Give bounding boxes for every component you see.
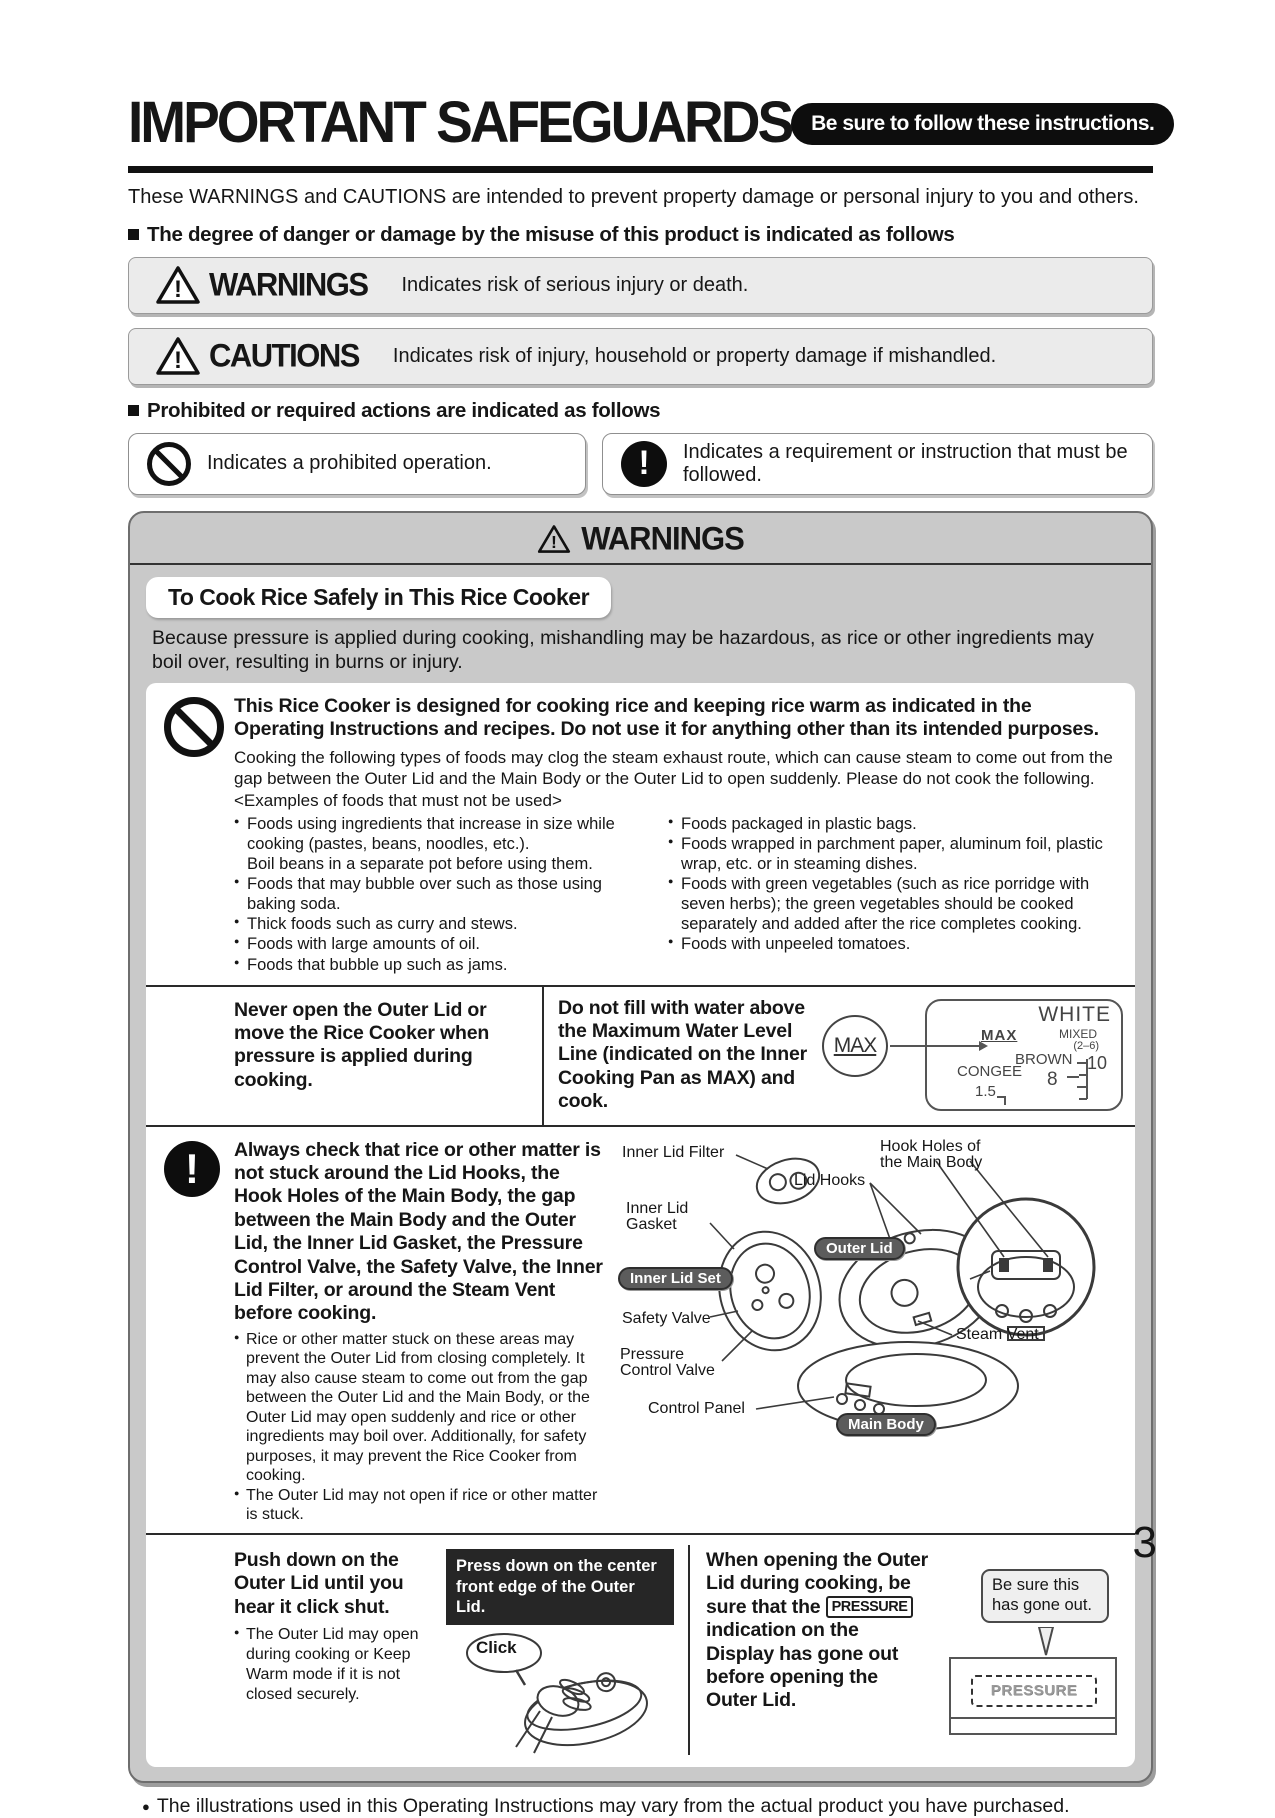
- warning-triangle-icon: [155, 265, 201, 305]
- label-main-body: Main Body: [836, 1413, 936, 1436]
- list-item: ● The Outer Lid may not open if rice or other matter is stuck.: [234, 1486, 612, 1525]
- gone-out-callout: Be sure this has gone out.: [981, 1569, 1109, 1623]
- never-open-text: Never open the Outer Lid or move the Rice Cooker when pressure is applied during cooking.: [234, 998, 490, 1091]
- cautions-word: CAUTIONS: [209, 337, 359, 374]
- click-label: Click: [476, 1637, 517, 1657]
- list-item: ● Foods packaged in plastic bags.: [668, 814, 1115, 834]
- never-open-cell: [146, 987, 542, 1125]
- page-number: 3: [1132, 1518, 1157, 1567]
- warnings-panel-header: [130, 513, 1151, 565]
- action-legend-row: [128, 433, 1153, 495]
- inner-pan-markings: [925, 999, 1123, 1111]
- always-check-text: [234, 1139, 612, 1525]
- warnings-desc: Indicates risk of serious injury or death.: [401, 273, 749, 296]
- required-desc: Indicates a requirement or instruction that must be followed.: [683, 440, 1128, 486]
- pan-level-10: 10: [1086, 1052, 1107, 1073]
- svg-text:!: !: [551, 531, 558, 552]
- pan-level-8: 8: [1047, 1068, 1058, 1090]
- label-inner-lid-set: Inner Lid Set: [618, 1267, 733, 1290]
- always-check-section: [146, 1125, 1135, 1533]
- label-steam-vent: Steam Vent: [956, 1325, 1039, 1343]
- do-not-fill-cell: [542, 987, 1135, 1125]
- warnings-panel: [128, 511, 1153, 1783]
- label-hook-holes: Hook Holes of the Main Body: [880, 1137, 983, 1172]
- list-item: ● The Outer Lid may open during cooking or Keep Warm mode if it is not closed securely.: [234, 1625, 440, 1704]
- pan-max-label: MAX: [981, 1026, 1018, 1044]
- designed-for-section: [146, 683, 1135, 985]
- press-center-tip: Press down on the center front edge of the Outer Lid.: [446, 1549, 674, 1625]
- footer-note: ● The illustrations used in this Operating Instructions may vary from the actual product you have purchased.: [142, 1794, 1070, 1817]
- max-bubble: MAX: [822, 1015, 888, 1077]
- pan-brown-label: BROWN: [1015, 1050, 1073, 1068]
- list-item: ● Foods that may bubble over such as those using baking soda.: [234, 874, 654, 914]
- label-outer-lid: Outer Lid: [814, 1237, 905, 1260]
- prohibited-icon: [147, 442, 191, 486]
- warning-triangle-icon: [537, 524, 571, 554]
- pan-congee-label: CONGEE: [957, 1062, 1023, 1080]
- bullet-dot-icon: ●: [142, 1798, 150, 1814]
- push-down-heading: Push down on the Outer Lid until you hear it click shut.: [234, 1548, 404, 1618]
- svg-text:!: !: [174, 347, 182, 375]
- label-pressure-control-valve: Pressure Control Valve: [620, 1345, 715, 1380]
- requirement-icon: !: [164, 1141, 220, 1197]
- degree-heading: The degree of danger or damage by the misuse of this product is indicated as follows: [128, 223, 1153, 247]
- list-item: ● Thick foods such as curry and stews.: [234, 914, 654, 934]
- label-inner-lid-gasket: Inner Lid Gasket: [626, 1199, 689, 1234]
- cook-rice-safely-title: To Cook Rice Safely in This Rice Cooker: [146, 577, 611, 618]
- square-bullet-icon: [128, 229, 139, 240]
- pan-mixed-range: (2–6): [1073, 1039, 1099, 1052]
- list-item: ● Foods that bubble up such as jams.: [234, 955, 654, 975]
- designed-heading: This Rice Cooker is designed for cooking rice and keeping rice warm as indicated in the Operating Instructions and recipes. Do not use it for anything other than its intended purposes.: [234, 694, 1099, 741]
- display-graphic: [949, 1657, 1117, 1735]
- forbidden-foods-columns: [234, 814, 1115, 975]
- designed-body: Cooking the following types of foods may clog the steam exhaust route, which can cause steam to come out from the gap between the Outer Lid and the Main Body or the Outer Lid to open suddenly. Please do not cook the following.: [234, 747, 1113, 788]
- label-control-panel: Control Panel: [648, 1399, 745, 1417]
- pan-level-15: 1.5: [975, 1082, 996, 1100]
- required-legend-box: [602, 433, 1153, 495]
- warnings-word: WARNINGS: [209, 266, 368, 303]
- list-item: ● Foods with green vegetables (such as rice porridge with seven herbs); the green vegetables should be cooked separately and added after the rice completes cooking.: [668, 874, 1115, 934]
- label-lid-hooks: Lid Hooks: [794, 1171, 866, 1189]
- list-item: ● Foods with unpeeled tomatoes.: [668, 934, 1115, 954]
- list-item: ● Foods wrapped in parchment paper, aluminum foil, plastic wrap, etc. or in steaming dishes.: [668, 834, 1115, 874]
- rice-cooker-diagram: [618, 1139, 1123, 1439]
- square-bullet-icon: [128, 405, 139, 416]
- pan-white-label: WHITE: [1038, 1002, 1111, 1026]
- title-rule: [128, 166, 1153, 173]
- label-safety-valve: Safety Valve: [622, 1309, 711, 1327]
- list-item: ● Rice or other matter stuck on these areas may prevent the Outer Lid from closing completely. It may also cause steam to come out from the gap between the Outer Lid and the Main Body, or the Outer Lid may open suddenly and rice or other ingredients may boil over. Additionally, for safety purposes, it may prevent the Rice Cooker from cooking.: [234, 1330, 612, 1486]
- masthead: [128, 89, 1155, 156]
- do-not-fill-text: Do not fill with water above the Maximum Water Level Line (indicated on the Inner Cooking Pan as MAX) and cook.: [558, 996, 807, 1113]
- warnings-panel-body: [130, 565, 1151, 1781]
- label-inner-lid-filter: Inner Lid Filter: [622, 1143, 725, 1161]
- max-level-diagram: [816, 997, 1125, 1115]
- prohibited-legend-box: [128, 433, 586, 495]
- always-check-heading: Always check that rice or other matter is not stuck around the Lid Hooks, the Hook Holes of the Main Body, the gap between the Main Body and the Outer Lid, the Inner Lid Gasket, the Pressure Control Valve, the Safety Valve, the Inner Lid Filter, or around the Steam Vent before cooking.: [234, 1138, 603, 1325]
- examples-heading: <Examples of foods that must not be used>: [234, 790, 562, 810]
- follow-instructions-badge: Be sure to follow these instructions.: [791, 103, 1174, 145]
- pressure-chip: PRESSURE: [826, 1596, 914, 1618]
- never-open-section: [146, 985, 1135, 1125]
- cautions-legend-box: [128, 328, 1153, 385]
- display-divider: [951, 1717, 1115, 1719]
- cautions-desc: Indicates risk of injury, household or property damage if mishandled.: [392, 344, 997, 367]
- requirement-icon: !: [621, 441, 667, 487]
- actions-heading: Prohibited or required actions are indicated as follows: [128, 399, 1153, 423]
- prohibited-icon: [164, 697, 224, 757]
- pressure-indicator: [971, 1675, 1097, 1707]
- intro-text: These WARNINGS and CAUTIONS are intended to prevent property damage or personal injury to you and others.: [128, 186, 1139, 208]
- panel-intro: Because pressure is applied during cooking, mishandling may be hazardous, as rice or other ingredients may boil over, resulting in burns or injury.: [152, 626, 1094, 674]
- forbidden-foods-left: [234, 814, 654, 975]
- when-opening-heading: When opening the Outer Lid during cooking, be sure that the PRESSURE indication on the Display has gone out before opening the Outer Lid.: [706, 1548, 929, 1712]
- svg-text:!: !: [174, 276, 182, 304]
- list-item: ● Foods using ingredients that increase in size while cooking (pastes, beans, noodles, etc.). Boil beans in a separate pot before using them.: [234, 814, 654, 874]
- prohibited-desc: Indicates a prohibited operation.: [207, 452, 492, 475]
- list-item: ● Foods with large amounts of oil.: [234, 934, 654, 954]
- caution-triangle-icon: [155, 336, 201, 376]
- forbidden-foods-right: [668, 814, 1115, 975]
- pan-mixed-label: MIXED: [1058, 1026, 1097, 1041]
- pressure-indicator-label: PRESSURE: [990, 1682, 1078, 1700]
- warnings-card: [146, 683, 1135, 1767]
- page-title: IMPORTANT SAFEGUARDS: [128, 89, 792, 155]
- warnings-legend-box: [128, 257, 1153, 314]
- click-illustration: [446, 1625, 671, 1755]
- boil-note: Boil beans in a separate pot before using them.: [247, 854, 593, 873]
- panel-header-word: WARNINGS: [581, 519, 744, 557]
